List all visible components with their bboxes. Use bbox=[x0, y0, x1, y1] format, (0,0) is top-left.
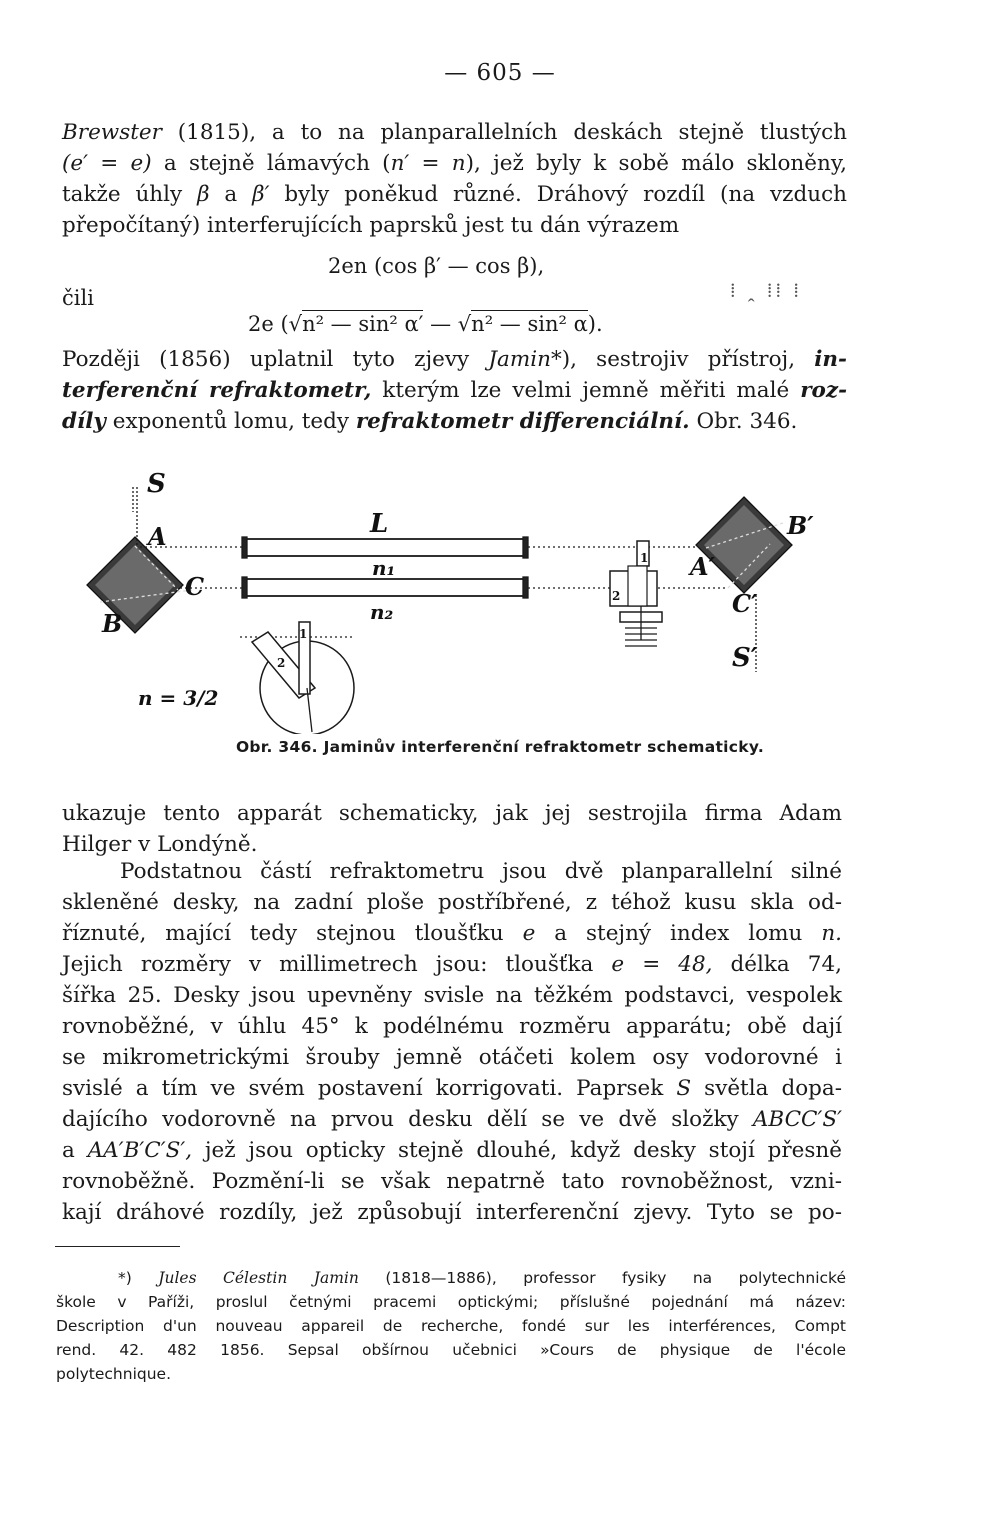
paragraph-main bbox=[62, 856, 842, 1228]
footnote-line: Description d'un nouveau appareil de recherche, fondé sur les interférences, Compt bbox=[56, 1317, 846, 1335]
tube-n1 bbox=[242, 537, 528, 558]
text-line bbox=[62, 117, 847, 148]
text-line bbox=[62, 1104, 842, 1135]
refractive-index-label: n = 3/2 bbox=[138, 686, 219, 710]
math-fragment: (e′ = e) bbox=[62, 151, 152, 176]
text-line bbox=[62, 949, 842, 980]
term-fragment: refraktometr differenciální. bbox=[355, 409, 690, 434]
eq2-mid: — bbox=[423, 312, 458, 336]
text-line bbox=[62, 344, 847, 375]
text-line bbox=[62, 375, 847, 406]
text-line: šířka 25. Desky jsou upevněny svisle na těžkém podstavci, vespolek bbox=[62, 983, 842, 1008]
text-fragment: (1815), a to na planparallelních deskách stejně tlustých bbox=[177, 120, 847, 145]
text-line: se mikrometrickými šrouby jemně otáčeti kolem osy vodorovné i bbox=[62, 1045, 842, 1070]
label-B-prime: B′ bbox=[787, 511, 814, 540]
text-fragment: *), sestrojiv přístroj, bbox=[550, 347, 796, 372]
math-fragment: AA′B′C′S′, bbox=[87, 1138, 193, 1163]
text-line: Hilger v Londýně. bbox=[62, 832, 258, 857]
sqrt-sign: √ bbox=[457, 312, 472, 336]
text-line: Podstatnou částí refraktometru jsou dvě planparallelní silné bbox=[120, 859, 842, 884]
footnote bbox=[56, 1266, 846, 1386]
math-fragment: β bbox=[197, 182, 210, 207]
footnote-divider bbox=[55, 1246, 180, 1247]
text-fragment: dajícího vodorovně na prvou desku dělí se ve dvě složky bbox=[62, 1107, 739, 1132]
print-artifact: ⁞ ꞈ ⁞⁞ ⁞ bbox=[730, 278, 802, 302]
label-n2: n₂ bbox=[370, 600, 394, 624]
term-fragment: in- bbox=[814, 347, 847, 372]
sqrt-sign: √ bbox=[288, 312, 303, 336]
text-line: přepočítaný) interferujících paprsků jest tu dán výrazem bbox=[62, 213, 680, 238]
label-C-prime: C′ bbox=[732, 589, 758, 618]
text-fragment: říznuté, mající tedy stejnou tloušťku bbox=[62, 921, 504, 946]
text-fragment: a bbox=[224, 182, 238, 207]
paragraph-jamin bbox=[62, 344, 847, 437]
eq2-prefix: 2e ( bbox=[248, 312, 289, 336]
label-n1: n₁ bbox=[372, 556, 396, 580]
math-fragment: n. bbox=[821, 921, 842, 946]
label-B: B bbox=[102, 609, 123, 638]
label-S: S bbox=[147, 469, 166, 499]
equation-2 bbox=[248, 312, 603, 336]
text-fragment: kterým lze velmi jemně měřiti malé bbox=[382, 378, 790, 403]
text-line bbox=[62, 406, 847, 437]
text-fragment: délka 74, bbox=[730, 952, 842, 977]
text-line bbox=[62, 1073, 842, 1104]
footnote-line: rend. 42. 482 1856. Sepsal obšírnou učebnici »Cours de physique de l'école bbox=[56, 1341, 846, 1359]
math-fragment: e = 48, bbox=[611, 952, 713, 977]
page-number: — 605 — bbox=[444, 60, 556, 86]
text-line: kají dráhové rozdíly, jež způsobují interferenční zjevy. Tyto se po- bbox=[62, 1200, 842, 1225]
text-fragment: takže úhly bbox=[62, 182, 183, 207]
radicand-2: n² — sin² α bbox=[471, 312, 588, 336]
math-fragment: n′ = n bbox=[390, 151, 466, 176]
footnote-name: Jules Célestin Jamin bbox=[158, 1269, 359, 1287]
label-disc-2: 2 bbox=[277, 656, 286, 670]
text-fragment: exponentů lomu, tedy bbox=[112, 409, 350, 434]
footnote-line: škole v Paříži, proslul četnými pracemi optickými; příslušné pojednání má název: bbox=[56, 1293, 846, 1311]
text-fragment: a bbox=[62, 1138, 75, 1163]
term-fragment: terferenční refraktometr, bbox=[62, 378, 372, 403]
radicand-1: n² — sin² α′ bbox=[302, 312, 424, 336]
text-fragment: jež jsou opticky stejně dlouhé, když desky stojí přesně bbox=[204, 1138, 843, 1163]
text-line: rovnoběžně. Pozmění-li se však nepatrně tato rovnoběžnost, vzni- bbox=[62, 1169, 842, 1194]
term-fragment: díly bbox=[62, 409, 106, 434]
text-fragment: ), jež byly k sobě málo skloněny, bbox=[465, 151, 847, 176]
word-cili: čili bbox=[62, 286, 94, 310]
footnote-line bbox=[56, 1266, 846, 1290]
tube-n2 bbox=[242, 577, 528, 598]
math-fragment: e bbox=[522, 921, 536, 946]
paragraph-intro bbox=[62, 117, 847, 241]
label-A: A bbox=[148, 522, 167, 551]
text-fragment: svislé a tím ve svém postavení korrigovati. Paprsek bbox=[62, 1076, 664, 1101]
text-fragment: a stejně lámavých ( bbox=[163, 151, 391, 176]
figure-reference: Obr. 346. bbox=[696, 409, 798, 434]
refractometer-diagram bbox=[80, 462, 880, 734]
rotating-plate-disc bbox=[240, 622, 354, 734]
text-line: skleněné desky, na zadní ploše postříbřené, z téhož kusu skla od- bbox=[62, 890, 842, 915]
text-line: rovnoběžné, v úhlu 45° k podélnému rozměru apparátu; obě dají bbox=[62, 1014, 842, 1039]
math-fragment: S bbox=[676, 1076, 692, 1101]
math-fragment: β′ bbox=[252, 182, 270, 207]
equation-1: 2en (cos β′ — cos β), bbox=[328, 254, 545, 278]
text-line bbox=[62, 179, 847, 210]
label-L: L bbox=[370, 509, 389, 539]
footnote-line: polytechnique. bbox=[56, 1365, 172, 1383]
text-line bbox=[62, 148, 847, 179]
text-fragment: světla dopa- bbox=[704, 1076, 842, 1101]
label-compensator-1: 1 bbox=[640, 551, 649, 565]
text-fragment: a stejný index lomu bbox=[554, 921, 803, 946]
label-disc-1: 1 bbox=[299, 627, 308, 641]
text-line bbox=[62, 1135, 842, 1166]
label-S-prime: S′ bbox=[732, 643, 758, 673]
label-A-prime: A′ bbox=[690, 552, 715, 581]
footnote-mark: *) bbox=[118, 1269, 132, 1287]
author-name: Jamin bbox=[488, 347, 551, 372]
text-line bbox=[62, 918, 842, 949]
figure-caption: Obr. 346. Jaminův interferenční refraktometr schematicky. bbox=[235, 738, 765, 756]
text-fragment: Jejich rozměry v millimetrech jsou: tloušťka bbox=[62, 952, 594, 977]
paragraph-hilger bbox=[62, 798, 842, 860]
eq2-suffix: ). bbox=[587, 312, 603, 336]
math-fragment: ABCC′S′ bbox=[752, 1107, 842, 1132]
text-line: ukazuje tento apparát schematicky, jak jej sestrojila firma Adam bbox=[62, 801, 842, 826]
text-fragment: byly poněkud různé. Dráhový rozdíl (na vzduch bbox=[284, 182, 847, 207]
author-name: Brewster bbox=[62, 120, 162, 145]
label-compensator-2: 2 bbox=[612, 589, 621, 603]
text-fragment: (1818—1886), professor fysiky na polytechnické bbox=[385, 1269, 846, 1287]
term-fragment: roz- bbox=[800, 378, 848, 403]
text-fragment: Později (1856) uplatnil tyto zjevy bbox=[62, 347, 470, 372]
label-C: C bbox=[185, 572, 205, 601]
